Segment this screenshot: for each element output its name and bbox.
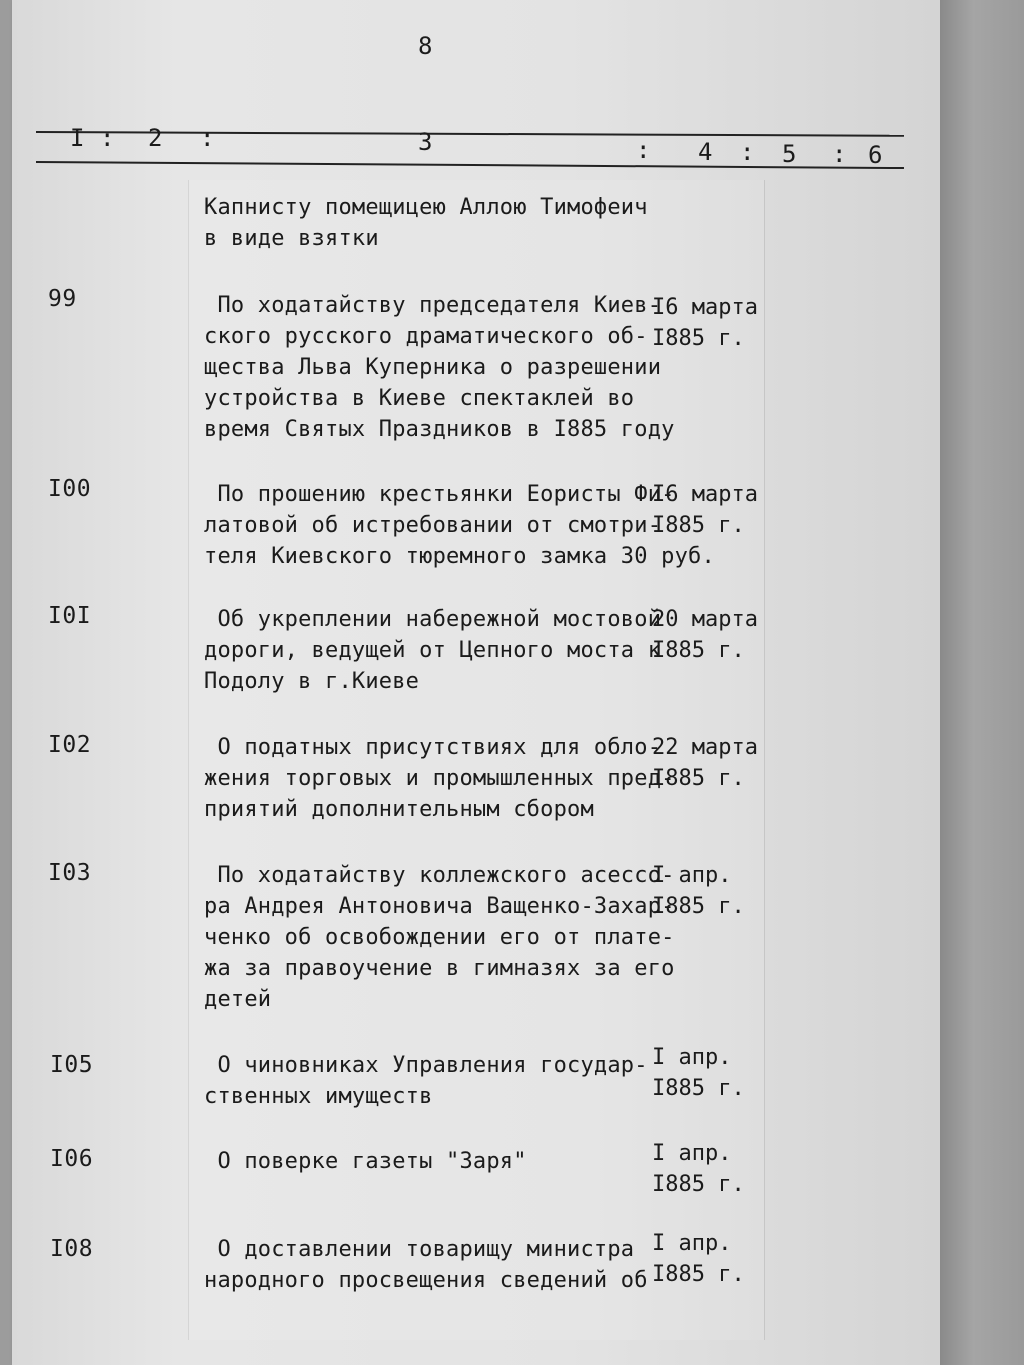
header-sep: : (200, 124, 215, 152)
entry-number: I05 (50, 1052, 94, 1078)
entry-text: По прошению крестьянки Еористы Фи- латовой об истребовании от смотри- теля Киевского тюремного замка 30 руб. (204, 482, 715, 569)
entry-text: О чиновниках Управления государ- ственных имуществ (204, 1053, 648, 1109)
entry-number: I00 (48, 476, 92, 502)
entry-number: I0I (48, 603, 92, 629)
header-sep: : (832, 140, 847, 168)
entry-date: I апр. I885 г. (652, 1141, 745, 1197)
entry-number: I02 (48, 732, 92, 758)
entry-date: I апр. I885 г. (652, 1231, 745, 1287)
header-col-4: 4 (698, 138, 713, 166)
header-sep: : (740, 138, 755, 166)
entry-text: По ходатайству коллежского асессо- ра Андрея Антоновича Ващенко-Захар- ченко об освобождении его от плате- жа за правоучение в гимназях за его детей (204, 863, 675, 1012)
entry-text: О податных присутствиях для обло- жения торговых и промышленных пред- приятий дополнительным сбором (204, 735, 675, 822)
header-col-6: 6 (868, 141, 883, 169)
page-number: 8 (418, 32, 433, 60)
entry-text: Об укреплении набережной мостовой дороги, ведущей от Цепного моста к Подолу в г.Киеве (204, 607, 662, 694)
entry-date: I апр. I885 г. (652, 1045, 745, 1101)
header-sep: : (100, 124, 115, 152)
header-col-1: I (70, 124, 85, 152)
entry-number: I06 (50, 1146, 94, 1172)
header-sep: : (636, 136, 651, 164)
entry-date: I апр. I885 г. (652, 863, 745, 919)
entry-number: I08 (50, 1236, 94, 1262)
entry-date: 20 марта I885 г. (652, 607, 758, 663)
entry-text: По ходатайству председателя Киев- ского русского драматического об- щества Льва Куперника о разрешении устройства в Киеве спектаклей во время Святых Праздников в I885 году (204, 293, 675, 442)
header-col-2: 2 (148, 124, 163, 152)
entry-date: I6 марта I885 г. (652, 295, 758, 351)
entry-number: 99 (48, 286, 77, 312)
entry-number: I03 (48, 860, 92, 886)
entry-text: О поверке газеты "Заря" (204, 1149, 527, 1174)
entry-date: 22 марта I885 г. (652, 735, 758, 791)
continuation-text: Капнисту помещицею Аллою Тимофеич в виде взятки (204, 195, 648, 251)
page-left-edge (0, 0, 12, 1365)
header-col-3: 3 (418, 128, 433, 156)
background-strip (940, 0, 1024, 1365)
entry-text: О доставлении товарищу министра народного просвещения сведений об (204, 1237, 648, 1293)
entry-date: I6 марта I885 г. (652, 482, 758, 538)
header-col-5: 5 (782, 140, 797, 168)
